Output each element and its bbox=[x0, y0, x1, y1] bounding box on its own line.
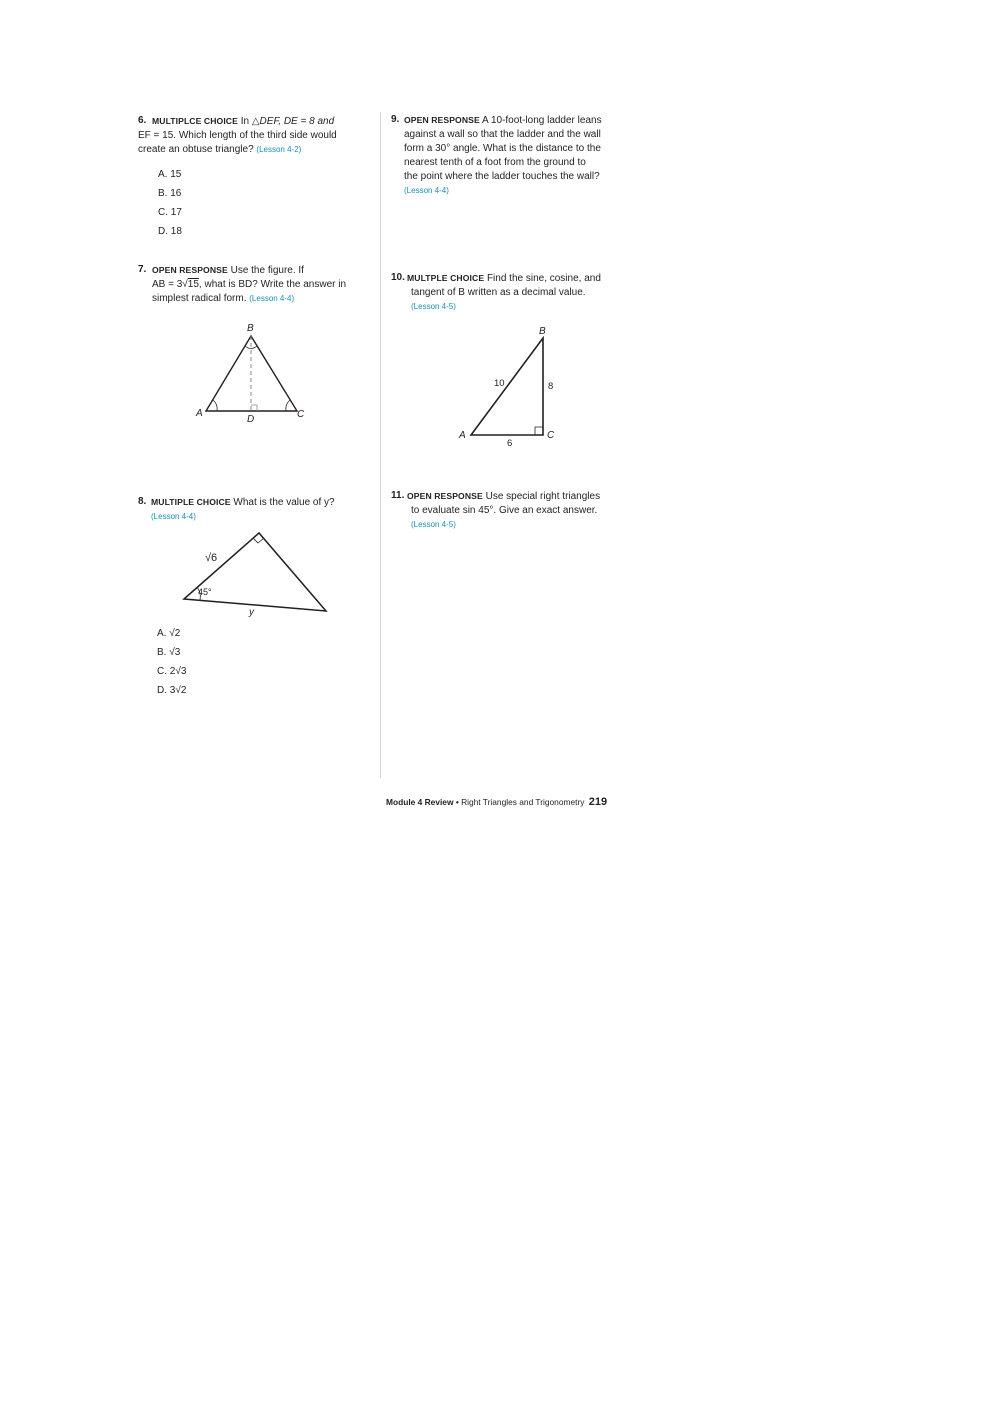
vertex-label-d: D bbox=[247, 414, 255, 425]
question-number: 9. bbox=[391, 114, 400, 125]
question-text: , DE = 8 and bbox=[278, 116, 335, 127]
vertex-label-c: C bbox=[547, 430, 555, 441]
side-label-hypotenuse: 10 bbox=[494, 378, 505, 389]
question-text: Use special right triangles bbox=[485, 491, 601, 502]
choice-d[interactable]: D. 3√2 bbox=[157, 685, 187, 696]
choice-d[interactable]: D. 18 bbox=[158, 226, 182, 237]
vertex-label-a: A bbox=[459, 430, 466, 441]
lesson-reference: (Lesson 4-4) bbox=[404, 186, 449, 195]
vertex-label-b: B bbox=[539, 326, 546, 337]
side-label-base: 6 bbox=[507, 438, 513, 449]
radicand: 15 bbox=[187, 279, 199, 290]
question-11 bbox=[391, 489, 631, 532]
question-number: 7. bbox=[138, 264, 147, 275]
question-8 bbox=[138, 495, 378, 524]
column-divider bbox=[380, 112, 381, 778]
question-text: What is the value of y? bbox=[233, 497, 335, 508]
footer-title: Right Triangles and Trigonometry bbox=[461, 797, 585, 807]
q10-triangle-figure bbox=[450, 320, 570, 450]
vertex-label-b: B bbox=[247, 323, 254, 334]
question-type: OPEN RESPONSE bbox=[404, 115, 480, 125]
question-text: the point where the ladder touches the wall? bbox=[404, 171, 600, 182]
angle-label-45: 45° bbox=[198, 587, 212, 597]
question-text: In bbox=[240, 116, 250, 127]
question-text: tangent of B written as a decimal value. bbox=[411, 287, 586, 298]
question-text: to evaluate sin 45°. Give an exact answer. bbox=[411, 505, 598, 516]
q7-triangle-figure bbox=[190, 318, 320, 428]
question-10 bbox=[391, 271, 631, 314]
question-type: MULTIPLCE CHOICE bbox=[152, 116, 238, 126]
right-angle-mark bbox=[251, 405, 257, 411]
question-text: simplest radical form. bbox=[152, 293, 247, 304]
vertex-label-a: A bbox=[196, 408, 203, 419]
question-text: , what is BD? Write the answer in bbox=[198, 279, 347, 290]
right-angle-mark bbox=[253, 538, 264, 543]
question-text: Use the figure. If bbox=[230, 265, 304, 276]
side-label-sqrt6: √6 bbox=[205, 552, 218, 564]
question-text: AB = 3√ bbox=[152, 279, 188, 290]
right-angle-mark bbox=[535, 427, 543, 435]
question-7 bbox=[138, 263, 378, 306]
question-type: MULTPLE CHOICE bbox=[407, 273, 485, 283]
footer-bullet: • bbox=[455, 797, 459, 807]
question-text: nearest tenth of a foot from the ground to bbox=[404, 157, 586, 168]
question-type: OPEN RESPONSE bbox=[407, 491, 483, 501]
question-text: EF = 15. Which length of the third side would bbox=[138, 130, 337, 141]
choice-a[interactable]: A. 15 bbox=[158, 169, 182, 180]
page-footer bbox=[386, 796, 607, 808]
side-label-vertical: 8 bbox=[548, 381, 554, 392]
question-text: form a 30° angle. What is the distance to the bbox=[404, 143, 601, 154]
question-number: 11. bbox=[391, 490, 405, 501]
question-text: against a wall so that the ladder and the wall bbox=[404, 129, 601, 140]
angle-mark-c bbox=[286, 400, 290, 411]
choice-b[interactable]: B. 16 bbox=[158, 188, 182, 199]
question-type: MULTIPLE CHOICE bbox=[151, 497, 231, 507]
lesson-reference: (Lesson 4-2) bbox=[256, 145, 302, 154]
choice-c[interactable]: C. 17 bbox=[158, 207, 182, 218]
triangle-outline bbox=[184, 533, 326, 611]
choice-c[interactable]: C. 2√3 bbox=[157, 666, 187, 677]
lesson-reference: (Lesson 4-4) bbox=[249, 294, 295, 303]
triangle-outline bbox=[471, 338, 543, 435]
triangle-name: △DEF bbox=[251, 116, 279, 127]
choice-b[interactable]: B. √3 bbox=[157, 647, 181, 658]
question-6 bbox=[138, 114, 378, 157]
base-label-y: y bbox=[249, 607, 254, 618]
footer-module: Module 4 Review bbox=[386, 797, 454, 807]
vertex-label-c: C bbox=[297, 409, 305, 420]
choice-a[interactable]: A. √2 bbox=[157, 628, 181, 639]
lesson-reference: (Lesson 4-4) bbox=[151, 512, 196, 521]
question-number: 8. bbox=[138, 496, 147, 507]
question-type: OPEN RESPONSE bbox=[152, 265, 228, 275]
question-text: create an obtuse triangle? bbox=[138, 144, 254, 155]
lesson-reference: (Lesson 4-5) bbox=[411, 520, 456, 529]
question-9 bbox=[391, 113, 631, 198]
angle-mark-a bbox=[213, 400, 217, 411]
page-number: 219 bbox=[588, 796, 608, 808]
lesson-reference: (Lesson 4-5) bbox=[411, 302, 456, 311]
q8-triangle-figure bbox=[175, 528, 335, 623]
question-number: 6. bbox=[138, 115, 147, 126]
question-number: 10. bbox=[391, 272, 405, 283]
question-text: Find the sine, cosine, and bbox=[486, 273, 601, 284]
question-text: A 10-foot-long ladder leans bbox=[482, 115, 602, 126]
